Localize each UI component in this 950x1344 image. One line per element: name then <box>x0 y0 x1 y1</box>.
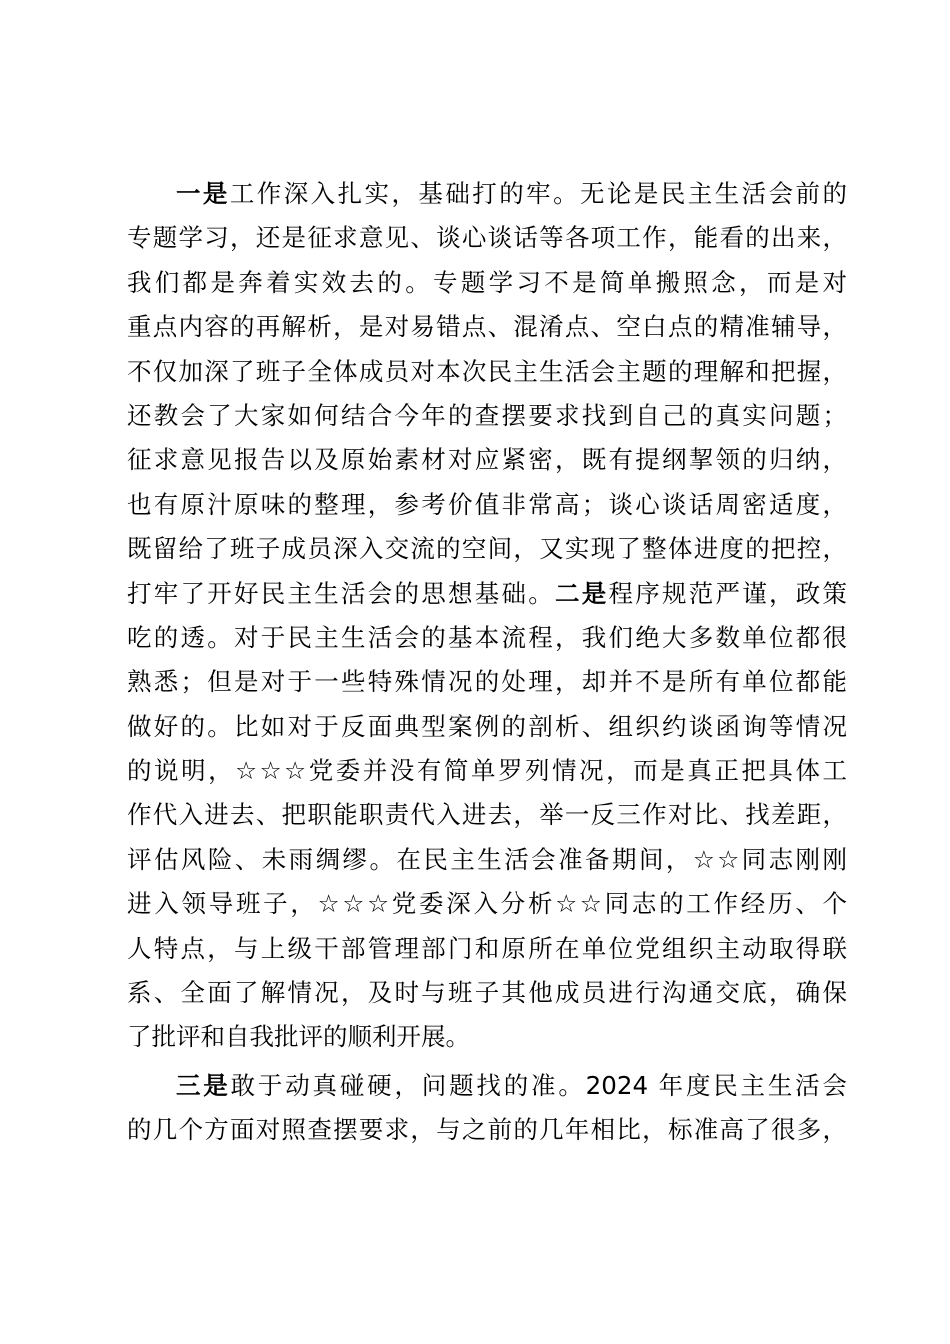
text-line: 熟悉；但是对于一些特殊情况的处理，却并不是所有单位都能 <box>127 667 847 697</box>
text-line: 不仅加深了班子全体成员对本次民主生活会主题的理解和把握， <box>127 356 847 386</box>
text-line: 进入领导班子，☆☆☆党委深入分析☆☆同志的工作经历、个 <box>127 889 847 919</box>
text-line <box>127 572 847 616</box>
text-line: 人特点，与上级干部管理部门和原所在单位党组织主动取得联 <box>127 933 847 963</box>
text-line: 专题学习，还是征求意见、谈心谈话等各项工作，能看的出来， <box>127 223 847 253</box>
text-line <box>127 1064 847 1108</box>
text-line: 作代入进去、把职能职责代入进去，举一反三作对比、找差距， <box>127 800 847 830</box>
line-text: 工作深入扎实，基础打的牢。无论是民主生活会前的 <box>229 179 847 208</box>
text-line: 做好的。比如对于反面典型案例的剖析、组织约谈函询等情况 <box>127 711 847 741</box>
line-text: 程序规范严谨，政策 <box>608 578 847 608</box>
text-line: 征求意见报告以及原始素材对应紧密，既有提纲挈领的归纳， <box>127 445 847 475</box>
bold-lead: 二是 <box>555 578 609 608</box>
paragraph-2 <box>127 1064 847 1153</box>
line-text: 打牢了开好民主生活会的思想基础。 <box>127 578 555 608</box>
text-line: 的几个方面对照查摆要求，与之前的几年相比，标准高了很多， <box>127 1115 847 1145</box>
line-text: 敢于动真碰硬，问题找的准。2024 年度民主生活会 <box>230 1071 847 1100</box>
text-line: 还教会了大家如何结合今年的查摆要求找到自己的真实问题； <box>127 400 847 430</box>
text-line: 也有原汁原味的整理，参考价值非常高；谈心谈话周密适度， <box>127 489 847 519</box>
bold-lead: 一是 <box>176 179 230 208</box>
text-line <box>127 172 847 216</box>
text-line: 重点内容的再解析，是对易错点、混淆点、空白点的精准辅导， <box>127 312 847 342</box>
text-line: 我们都是奔着实效去的。专题学习不是简单搬照念，而是对 <box>127 267 847 297</box>
text-line: 既留给了班子成员深入交流的空间，又实现了整体进度的把控， <box>127 534 847 564</box>
paragraph-1 <box>127 172 847 1060</box>
text-line: 评估风险、未雨绸缪。在民主生活会准备期间，☆☆同志刚刚 <box>127 844 847 874</box>
text-line: 系、全面了解情况，及时与班子其他成员进行沟通交底，确保 <box>127 978 847 1008</box>
bold-lead: 三是 <box>176 1071 231 1100</box>
text-line: 的说明，☆☆☆党委并没有简单罗列情况，而是真正把具体工 <box>127 756 847 786</box>
text-line: 了批评和自我批评的顺利开展。 <box>127 1022 470 1052</box>
text-line: 吃的透。对于民主生活会的基本流程，我们绝大多数单位都很 <box>127 622 847 652</box>
